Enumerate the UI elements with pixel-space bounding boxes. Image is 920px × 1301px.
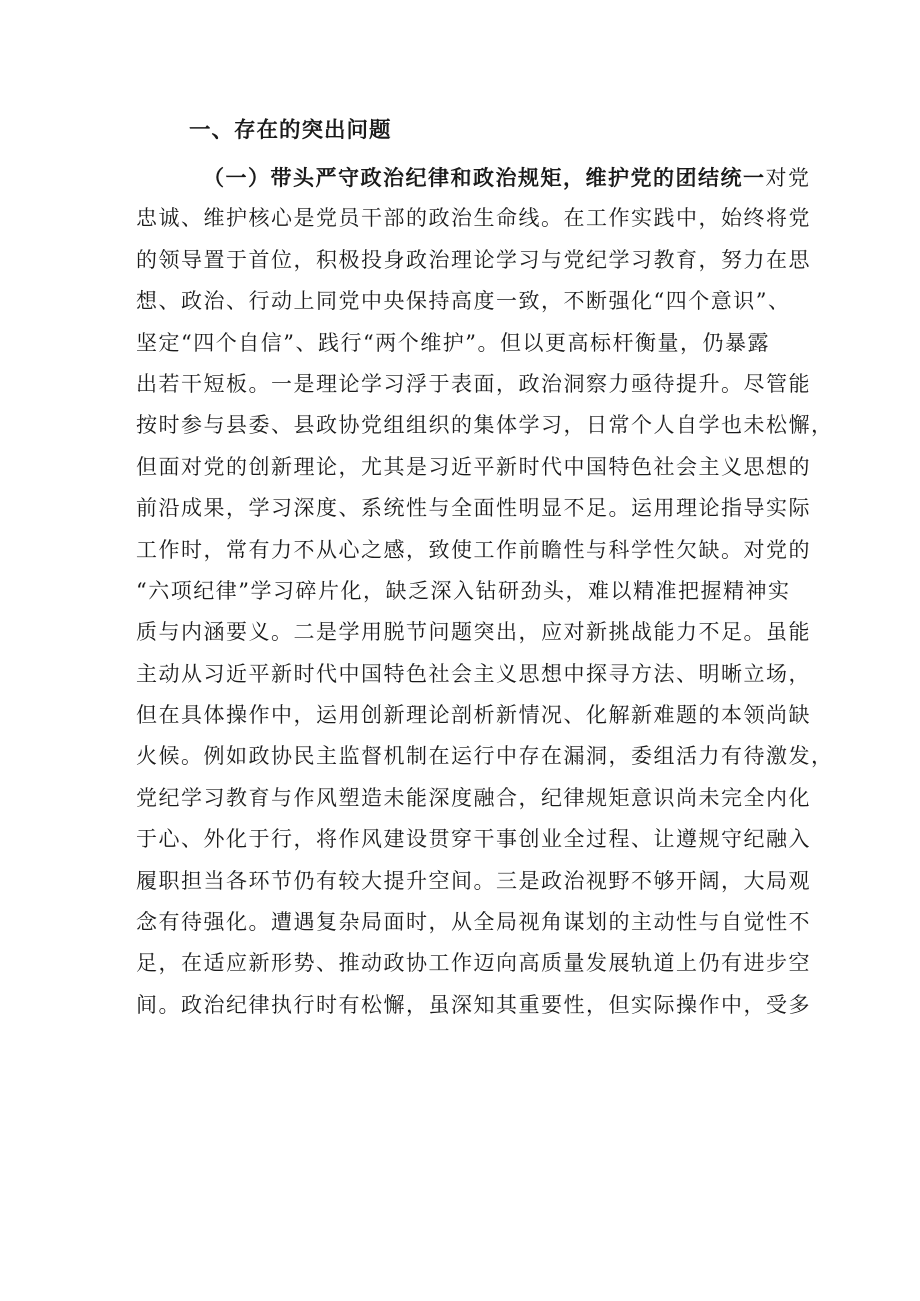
subsection-heading: （一）带头严守政治纪律和政治规矩，维护党的团结统一 — [203, 165, 766, 190]
section-heading: 一、存在的突出问题 — [189, 118, 392, 143]
text-line: 的领导置于首位，积极投身政治理论学习与党纪学习教育，努力在思 — [136, 247, 811, 272]
text-line: 履职担当各环节仍有较大提升空间。三是政治视野不够开阔，大局观 — [136, 868, 811, 893]
text-line: 主动从习近平新时代中国特色社会主义思想中探寻方法、明晰立场， — [136, 661, 811, 686]
text-line: 坚定“四个自信”、践行“两个维护”。但以更高标杆衡量，仍暴露 — [136, 330, 770, 355]
text-line: 质与内涵要义。二是学用脱节问题突出，应对新挑战能力不足。虽能 — [136, 620, 811, 645]
text-line: 出若干短板。一是理论学习浮于表面，政治洞察力亟待提升。尽管能 — [136, 371, 811, 396]
body-text — [136, 157, 834, 1026]
text-line — [136, 157, 811, 198]
text-line: 按时参与县委、县政协党组组织的集体学习，日常个人自学也未松懈， — [136, 413, 834, 438]
text-line: 党纪学习教育与作风塑造未能深度融合，纪律规矩意识尚未完全内化 — [136, 785, 811, 810]
text-line: 于心、外化于行，将作风建设贯穿干事创业全过程、让遵规守纪融入 — [136, 827, 811, 852]
text-line: 想、政治、行动上同党中央保持高度一致，不断强化“四个意识”、 — [136, 289, 791, 314]
text-line: 火候。例如政协民主监督机制在运行中存在漏洞，委组活力有待激发， — [136, 744, 834, 769]
text-line: 但面对党的创新理论，尤其是习近平新时代中国特色社会主义思想的 — [136, 454, 811, 479]
text-line: “六项纪律”学习碎片化，缺乏深入钻研劲头，难以精准把握精神实 — [136, 578, 791, 603]
text-line: 忠诚、维护核心是党员干部的政治生命线。在工作实践中，始终将党 — [136, 206, 811, 231]
text-line: 但在具体操作中，运用创新理论剖析新情况、化解新难题的本领尚缺 — [136, 703, 811, 728]
text-line: 工作时，常有力不从心之感，致使工作前瞻性与科学性欠缺。对党的 — [136, 537, 811, 562]
text-line: 前沿成果，学习深度、系统性与全面性明显不足。运用理论指导实际 — [136, 496, 811, 521]
text-span: 对党 — [765, 166, 811, 190]
text-line: 足，在适应新形势、推动政协工作迈向高质量发展轨道上仍有进步空 — [136, 951, 811, 976]
text-line: 念有待强化。遭遇复杂局面时，从全局视角谋划的主动性与自觉性不 — [136, 910, 811, 935]
text-line: 间。政治纪律执行时有松懈，虽深知其重要性，但实际操作中，受多 — [136, 992, 811, 1017]
